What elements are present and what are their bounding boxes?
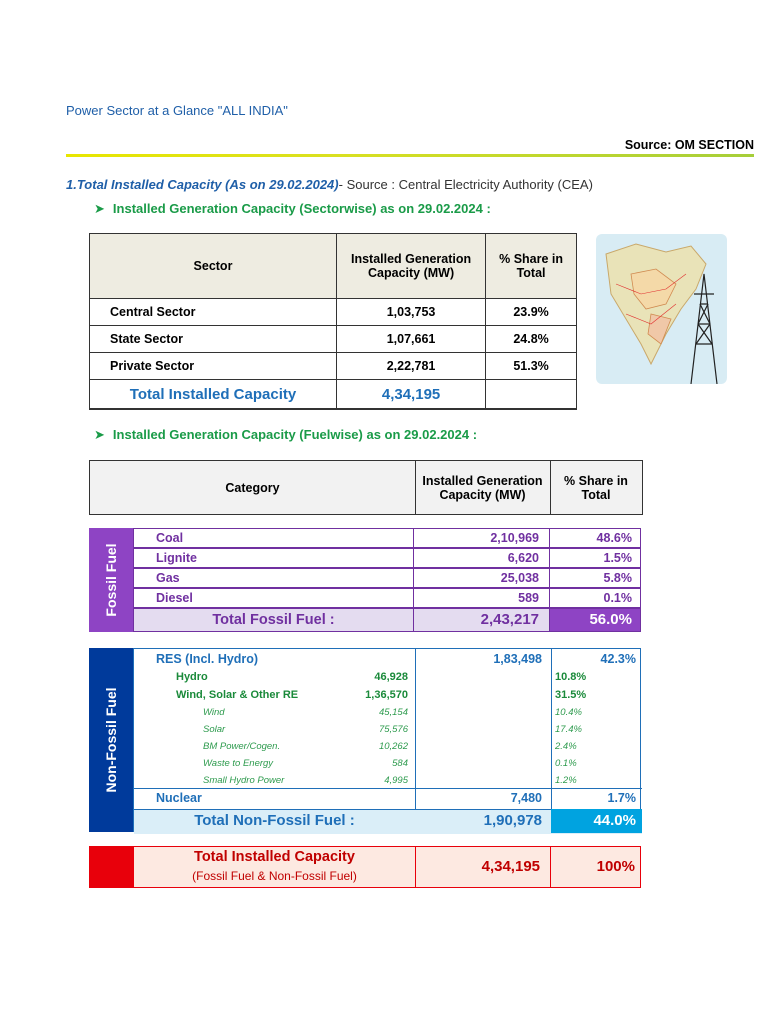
- non-fossil-fuel-band-label: Non-Fossil Fuel: [103, 687, 119, 793]
- detail-name: BM Power/Cogen.: [203, 741, 281, 752]
- detail-mw: 584: [392, 758, 408, 769]
- section-heading: [66, 177, 593, 192]
- detail-mw: 45,154: [378, 707, 408, 718]
- detail-name: Wind: [203, 707, 225, 718]
- col-header-share: % Share in Total: [564, 473, 628, 502]
- fossil-total-label: Total Fossil Fuel :: [133, 608, 414, 632]
- table-row: [133, 548, 641, 568]
- nuclear-mw: 7,480: [510, 791, 542, 805]
- section-source: - Source : Central Electricity Authority (CEA): [338, 177, 593, 192]
- fuel-mw: 25,038: [414, 568, 550, 588]
- total-mw: 4,34,195: [336, 380, 485, 410]
- grand-total-sublabel: (Fossil Fuel & Non-Fossil Fuel): [192, 869, 357, 883]
- detail-name: Waste to Energy: [203, 758, 274, 769]
- sectorwise-subtitle-text: Installed Generation Capacity (Sectorwise) as on 29.02.2024 :: [112, 201, 491, 216]
- sector-mw: 1,03,753: [336, 299, 485, 326]
- nuclear-name: Nuclear: [156, 791, 202, 805]
- detail-share: 10.4%: [555, 707, 582, 718]
- india-map-image: [596, 234, 727, 384]
- non-fossil-total-label: Total Non-Fossil Fuel :: [194, 812, 355, 829]
- sector-share: 51.3%: [486, 353, 577, 380]
- sector-share: 24.8%: [486, 326, 577, 353]
- fuel-share: 1.5%: [550, 548, 641, 568]
- col-header-category: Category: [90, 461, 416, 514]
- fuel-mw: 2,10,969: [414, 528, 550, 548]
- fuel-mw: 6,620: [414, 548, 550, 568]
- wsre-name: Wind, Solar & Other RE: [176, 689, 299, 701]
- detail-share: 17.4%: [555, 724, 582, 735]
- sector-name: Private Sector: [90, 353, 337, 380]
- row-divider: [134, 788, 642, 789]
- detail-mw: 10,262: [378, 741, 408, 752]
- col-header-mw: Installed Generation Capacity (MW): [415, 461, 551, 514]
- fuelwise-table-header: [89, 460, 643, 515]
- sector-mw: 2,22,781: [336, 353, 485, 380]
- res-name: RES (Incl. Hydro): [156, 652, 259, 666]
- detail-share: 0.1%: [555, 758, 577, 769]
- hydro-name: Hydro: [176, 671, 208, 683]
- table-row: [90, 326, 577, 353]
- detail-share: 2.4%: [555, 741, 577, 752]
- fuelwise-subtitle: [94, 427, 477, 443]
- col-header-mw: Installed Generation Capacity (MW): [336, 234, 485, 299]
- fuel-share: 48.6%: [550, 528, 641, 548]
- header-rule: [66, 154, 754, 157]
- total-label: Total Installed Capacity: [90, 380, 337, 410]
- fossil-fuel-band: [89, 528, 133, 632]
- grand-total-share: 100%: [596, 858, 635, 875]
- non-fossil-total-row: [134, 809, 642, 834]
- column-divider: [551, 649, 552, 833]
- fuelwise-subtitle-text: Installed Generation Capacity (Fuelwise) as on 29.02.2024 :: [112, 427, 478, 442]
- col-header-share: % Share in Total: [486, 234, 577, 299]
- sector-name: State Sector: [90, 326, 337, 353]
- res-share: 42.3%: [600, 652, 636, 666]
- detail-name: Small Hydro Power: [203, 775, 285, 786]
- sector-name: Central Sector: [90, 299, 337, 326]
- fossil-total-row: [133, 608, 641, 632]
- table-row: [90, 299, 577, 326]
- wsre-mw: 1,36,570: [365, 689, 408, 701]
- total-share: [486, 380, 577, 410]
- arrow-bullet-icon: ➤: [94, 201, 105, 216]
- fossil-fuel-band-label: Fossil Fuel: [103, 543, 119, 617]
- fuel-name: Diesel: [133, 588, 414, 608]
- grand-total-label: Total Installed Capacity: [194, 849, 355, 865]
- detail-mw: 4,995: [384, 775, 408, 786]
- grand-total-row: [133, 846, 641, 888]
- grand-total-band: [89, 846, 133, 888]
- table-row: [133, 588, 641, 608]
- table-row: [133, 528, 641, 548]
- detail-mw: 75,576: [378, 724, 408, 735]
- non-fossil-fuel-band: [89, 648, 133, 832]
- source-label: Source: OM SECTION: [624, 138, 754, 152]
- total-row: [90, 380, 577, 410]
- table-row: [90, 353, 577, 380]
- page-title: Power Sector at a Glance "ALL INDIA": [66, 103, 288, 118]
- grand-total-label-cell: [134, 847, 416, 887]
- fuel-name: Lignite: [133, 548, 414, 568]
- col-header-sector: Sector: [90, 234, 337, 299]
- fuel-mw: 589: [414, 588, 550, 608]
- fuel-name: Coal: [133, 528, 414, 548]
- sectorwise-subtitle: [94, 201, 491, 217]
- grand-total-mw: 4,34,195: [415, 847, 551, 887]
- wsre-share: 31.5%: [555, 689, 587, 701]
- sectorwise-table: [89, 233, 577, 410]
- fuel-share: 0.1%: [550, 588, 641, 608]
- grand-total-block: [89, 846, 641, 888]
- table-header-row: [90, 234, 577, 299]
- hydro-share: 10.8%: [555, 671, 587, 683]
- detail-name: Solar: [203, 724, 226, 735]
- fossil-total-share: 56.0%: [550, 608, 641, 632]
- hydro-mw: 46,928: [374, 671, 408, 683]
- section-title: 1.Total Installed Capacity (As on 29.02.2024): [66, 177, 339, 192]
- non-fossil-total-mw: 1,90,978: [483, 812, 542, 829]
- res-mw: 1,83,498: [493, 652, 542, 666]
- non-fossil-total-share: 44.0%: [551, 809, 642, 833]
- table-row: [133, 568, 641, 588]
- column-divider: [415, 649, 416, 833]
- fossil-total-mw: 2,43,217: [414, 608, 550, 632]
- non-fossil-grid: [133, 648, 641, 832]
- sector-share: 23.9%: [486, 299, 577, 326]
- sector-mw: 1,07,661: [336, 326, 485, 353]
- arrow-bullet-icon: ➤: [94, 427, 105, 442]
- detail-share: 1.2%: [555, 775, 577, 786]
- fuel-share: 5.8%: [550, 568, 641, 588]
- fuel-name: Gas: [133, 568, 414, 588]
- non-fossil-fuel-block: [89, 648, 641, 832]
- fossil-fuel-block: [89, 528, 641, 632]
- nuclear-share: 1.7%: [607, 791, 636, 805]
